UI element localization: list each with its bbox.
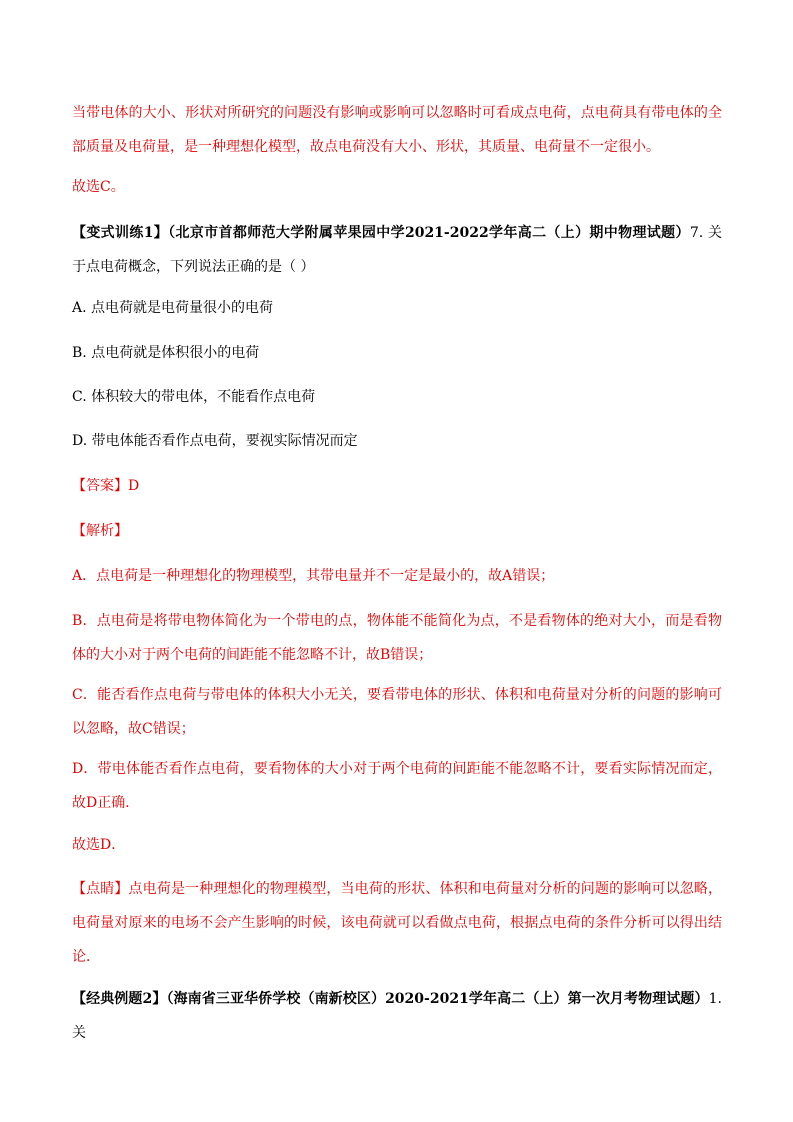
prev-conclusion: 故选C。 [72, 179, 125, 195]
analysis-label: 【解析】 [72, 523, 128, 539]
analysis-c: C．能否看作点电荷与带电体的体积大小无关，要看带电体的形状、体积和电荷量对分析的问题的影响可以忽略，故C错误； [72, 687, 722, 737]
comment-label: 【点睛】 [72, 881, 129, 897]
prev-explanation-text: 当带电体的大小、形状对所研究的问题没有影响或影响可以忽略时可看成点电荷，点电荷具有带电体的全部质量及电荷量，是一种理想化模型，故点电荷没有大小、形状，其质量、电荷量不一定很小。 [72, 105, 722, 155]
question2-heading [72, 982, 722, 1050]
option-a: A. 点电荷就是电荷量很小的电荷 [72, 300, 274, 316]
analysis-a: A．点电荷是一种理想化的物理模型，其带电量并不一定是最小的，故A错误； [72, 568, 555, 584]
answer-value: D [128, 478, 140, 494]
question1-label: 【变式训练1】 [72, 225, 169, 241]
option-d: D. 带电体能否看作点电荷，要视实际情况而定 [72, 433, 358, 449]
question2-label: 【经典例题2】 [72, 991, 167, 1007]
question1-source: （北京市首都师范大学附属苹果园中学2021-2022学年高二（上）期中物理试题） [168, 225, 690, 241]
option-b: B. 点电荷就是体积很小的电荷 [72, 345, 260, 361]
analysis-d: D．带电体能否看作点电荷，要看物体的大小对于两个电荷的间距能不能忽略不计，要看实际情况而定，故D正确． [72, 761, 722, 811]
comment-text: 点电荷是一种理想化的物理模型，当电荷的形状、体积和电荷量对分析的问题的影响可以忽略，电荷量对原来的电场不会产生影响的时候，该电荷就可以看做点电荷，根据点电荷的条件分析可以得出结论． [72, 881, 723, 965]
option-c: C. 体积较大的带电体，不能看作点电荷 [72, 389, 316, 405]
question1-heading [72, 216, 722, 284]
analysis-b: B．点电荷是将带电物体简化为一个带电的点，物体能不能简化为点，不是看物体的绝对大小，而是看物体的大小对于两个电荷的间距能不能忽略不计，故B错误； [72, 613, 722, 663]
question1-conclusion: 故选D． [72, 837, 126, 853]
answer-label: 【答案】 [72, 478, 128, 494]
answer-line [72, 469, 722, 503]
question1-stem: 7. 关于点电荷概念，下列说法正确的是（ ） [72, 225, 722, 275]
comment-block [72, 872, 722, 974]
question2-stem: 1. 关 [72, 991, 722, 1041]
question2-source: （海南省三亚华侨学校（南新校区）2020-2021学年高二（上）第一次月考物理试题） [166, 991, 709, 1007]
